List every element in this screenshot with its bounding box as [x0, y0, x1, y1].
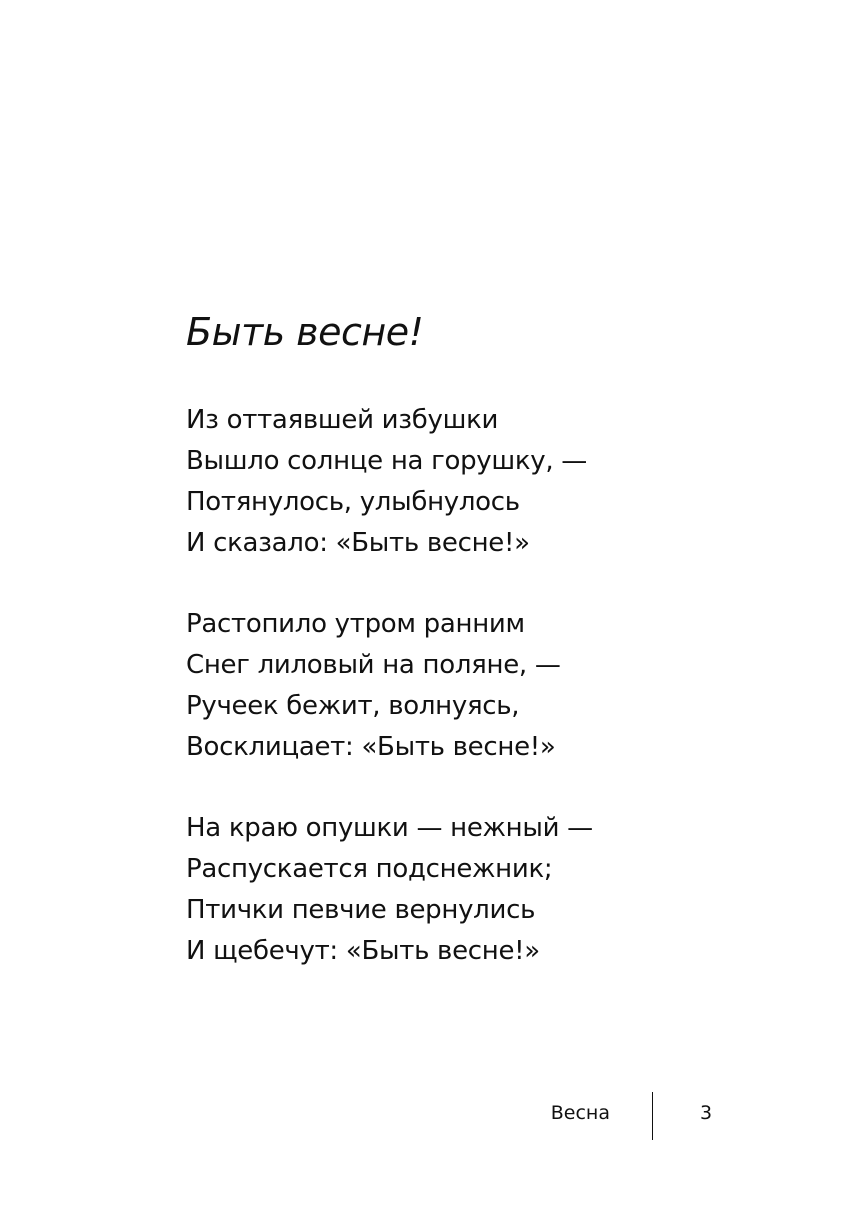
poem-line: Распускается подснежник; [186, 854, 553, 884]
footer-divider [652, 1092, 653, 1140]
stanza-1 [186, 400, 806, 564]
poem-line: Снег лиловый на поляне, — [186, 650, 561, 680]
poem-line: Растопило утром ранним [186, 609, 525, 639]
stanza-2 [186, 604, 806, 768]
poem-line: Восклицает: «Быть весне!» [186, 732, 556, 762]
poem-line: И сказало: «Быть весне!» [186, 528, 530, 558]
poem-line: Вышло солнце на горушку, — [186, 446, 587, 476]
poem-line: И щебечут: «Быть весне!» [186, 936, 540, 966]
poem-line: Ручеек бежит, волнуясь, [186, 691, 520, 721]
poem-line: Потянулось, улыбнулось [186, 487, 520, 517]
poem-body [186, 400, 806, 1012]
page-number: 3 [700, 1102, 713, 1124]
footer-section-title: Весна [550, 1102, 610, 1124]
poem-line: Из оттаявшей избушки [186, 405, 499, 435]
poem-line: На краю опушки — нежный — [186, 813, 593, 843]
poem-line: Птички певчие вернулись [186, 895, 536, 925]
stanza-3 [186, 808, 806, 972]
poem-title: Быть весне! [186, 310, 424, 354]
